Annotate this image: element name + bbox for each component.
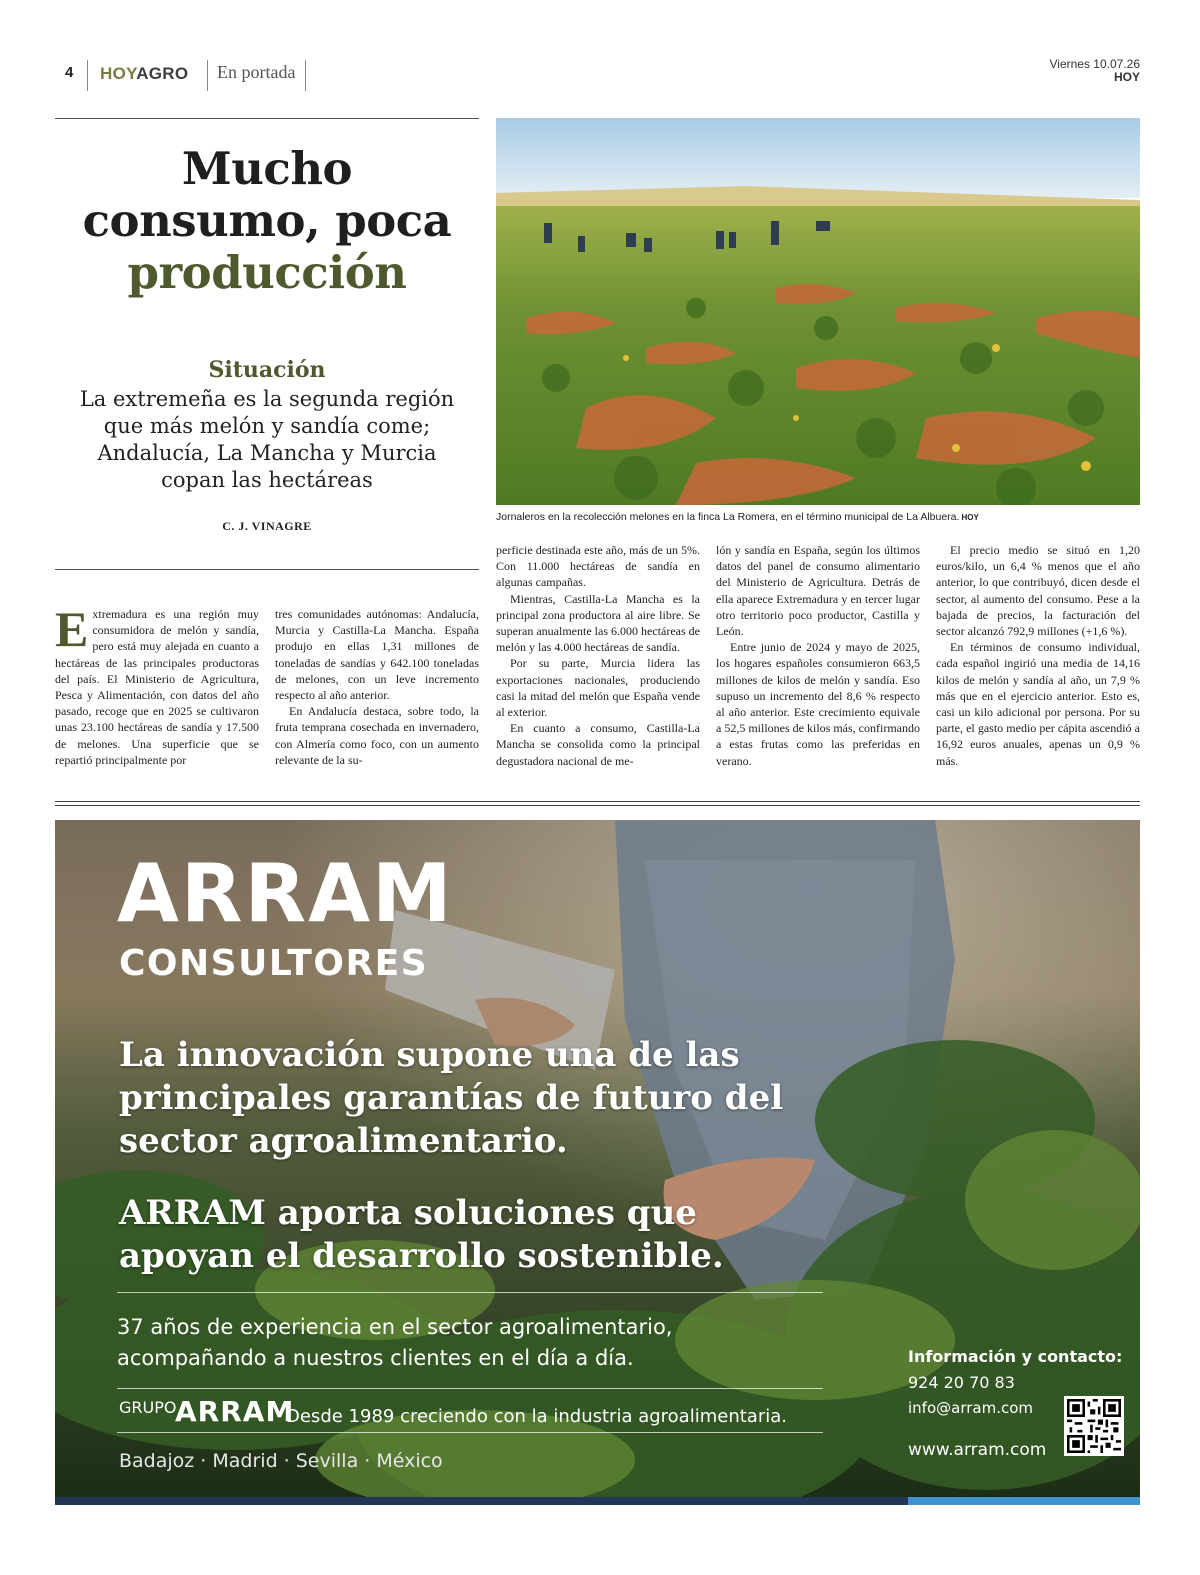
article-column-1 [55,601,259,768]
advertisement[interactable] [55,820,1140,1505]
page-number: 4 [65,64,74,81]
paragraph: El precio medio se situó en 1,20 euros/kilo, un 6,4 % menos que el año anterior, lo que contribuyó, dicen desde el sector, al aumento del consumo. Pese a la bajada de precios, la facturación del sector alcanzó 792,9 millones (+1,6 %). [936,543,1140,639]
ad-logo-subtitle: CONSULTORES [119,943,429,984]
header-divider [87,60,88,91]
ad-divider [117,1388,823,1389]
photo-caption [496,511,1140,523]
paragraph: En Andalucía destaca, sobre todo, la fruta temprana cosechada en invernadero, con Almería como foco, con un aumento relevante de la su- [275,704,479,767]
paragraph: Por su parte, Murcia lidera las exportaciones nacionales, produciendo casi la mitad del melón que España vende al exterior. [496,656,700,720]
headline-bottom-rule [55,569,479,570]
ad-grupo-logo: ARRAM [175,1395,295,1428]
article-end-rule [55,801,1140,802]
ad-divider [117,1292,823,1293]
ad-claim: ARRAM aporta soluciones que apoyan el desarrollo sostenible. [119,1193,724,1276]
headline-line-accent: producción [127,246,407,299]
caption-text: Jornaleros en la recolección melones en la finca La Romera, en el término municipal de La Albuera. [496,511,960,523]
top-rule [55,118,479,119]
brand-first: HOY [100,64,137,83]
ad-grupo-label: GRUPO [119,1398,177,1417]
ad-claim: La innovación supone una de las principales garantías de futuro del sector agroalimentario. [119,1035,784,1161]
ad-contact-heading: Información y contacto: [908,1347,1123,1366]
section-name: En portada [217,62,296,82]
ad-website-link[interactable]: www.arram.com [908,1440,1047,1460]
page-header [55,56,1140,96]
qr-code-icon[interactable] [1064,1396,1124,1456]
ad-divider [117,1432,823,1433]
article-column-2 [275,606,479,768]
paragraph: perficie destinada este año, más de un 5%. Con 11.000 hectáreas de sandía en algunas campañas. [496,543,700,590]
headline-line: consumo, poca [82,194,452,247]
ad-email-link[interactable]: info@arram.com [908,1399,1034,1417]
paragraph: En cuanto a consumo, Castilla-La Mancha se consolida como la principal degustadora nacional de me- [496,721,700,768]
article-column-3 [496,542,700,769]
ad-logo: ARRAM [117,847,454,940]
byline: C. J. VINAGRE [222,519,312,533]
ad-bottom-bar [55,1497,908,1505]
ad-phone[interactable]: 924 20 70 83 [908,1373,1015,1392]
paragraph: Entre junio de 2024 y mayo de 2025, los hogares españoles consumieron 663,5 millones de kilos de melón y sandía. Eso supuso un incremento del 8,6 % respecto al año anterior. Este crecimiento equivale a 52,5 millones de kilos más, confirmando a estas frutas como las preferidas en verano. [716,640,920,768]
article-end-rule [55,805,1140,806]
header-divider [207,60,208,91]
photo-credit: HOY [961,513,979,522]
article-column-4 [716,542,920,769]
paragraph: xtremadura es una región muy consumidora de melón y sandía, pero está muy alejada en cuanto a hectáreas de las principales productoras del país. El Ministerio de Agricultura, Pesca y Alimentación, con datos del año pasado, recoge que en 2025 se cultivaron unas 23.100 hectáreas de sandía y 17.500 de melones. Una superficie que se repartió principalmente por [55,607,259,767]
paragraph: Mientras, Castilla-La Mancha es la principal zona productora al aire libre. Se superan anualmente las 6.000 hectáreas de melón y las 4.000 hectáreas de sandía. [496,591,700,655]
headline [55,143,479,299]
deck: La extremeña es la segunda región que más melón y sandía come; Andalucía, La Mancha y Murcia copan las hectáreas [79,387,455,492]
section-brand [100,64,188,84]
article-photo [496,118,1140,505]
kicker: Situación [208,357,326,383]
ad-experience [117,1312,817,1374]
issue-date-block [1049,58,1140,84]
issue-date: Viernes 10.07.26 [1049,57,1140,71]
paragraph: lón y sandía en España, según los últimos datos del panel de consumo alimentario del Ministerio de Agricultura. Detrás de ella aparece Extremadura y en tercer lugar otro territorio poco productor, Castilla y León. [716,543,920,639]
ad-tagline: Desde 1989 creciendo con la industria agroalimentaria. [286,1406,787,1427]
drop-cap: E [55,601,89,657]
paragraph: tres comunidades autónomas: Andalucía, Murcia y Castilla-La Mancha. España produjo en ellas 1,31 millones de toneladas de sandías y 642.100 toneladas de melones, con un leve incremento respecto al año anterior. [275,607,479,703]
ad-experience-line: acompañando a nuestros clientes en el día a día. [117,1346,634,1370]
header-divider [305,60,306,91]
newspaper-name: HOY [1113,70,1140,84]
article-column-5 [936,542,1140,769]
ad-bottom-bar-accent [908,1497,1140,1505]
brand-second: AGRO [136,64,189,83]
ad-cities: Badajoz · Madrid · Sevilla · México [119,1450,443,1472]
ad-experience-line: 37 años de experiencia en el sector agroalimentario, [117,1315,673,1339]
headline-line: Mucho [181,142,353,195]
paragraph: En términos de consumo individual, cada español ingirió una media de 14,16 kilos de melón y sandía al año, un 7,9 % más que en el ejercicio anterior. Esto es, casi un kilo adicional por persona. Por su parte, el gasto medio per cápita ascendió a 16,92 euros anuales, apenas un 0,9 % más. [936,640,1140,768]
